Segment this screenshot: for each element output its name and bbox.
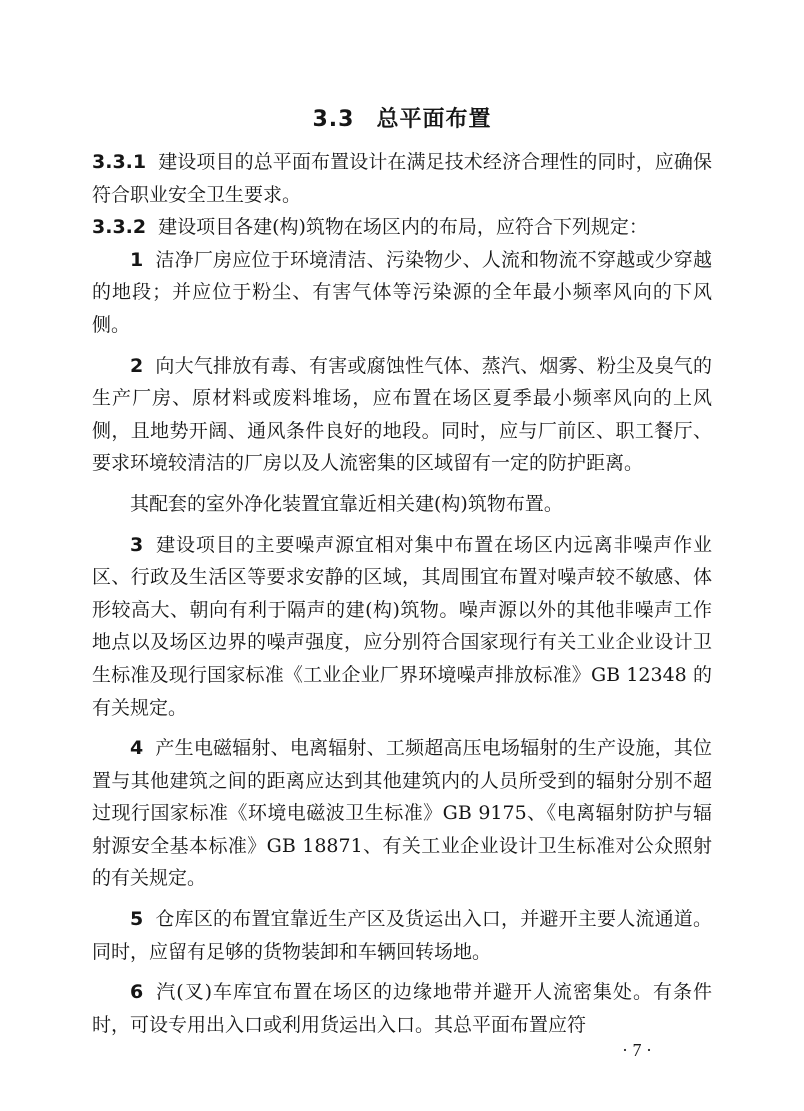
list-item-5 xyxy=(92,903,712,968)
item-text: 建设项目的主要噪声源宜相对集中布置在场区内远离非噪声作业区、行政及生活区等要求安静的区域，其周围宜布置对噪声较不敏感、体形较高大、朝向有利于隔声的建(构)筑物。噪声源以外的其他非噪声工作地点以及场区边界的噪声强度，应分别符合国家现行有关工业企业设计卫生标准及现行国家标准《工业企业厂界环境噪声排放标准》GB 12348 的有关规定。 xyxy=(92,533,712,719)
item-text: 洁净厂房应位于环境清洁、污染物少、人流和物流不穿越或少穿越的地段；并应位于粉尘、有害气体等污染源的全年最小频率风向的下风侧。 xyxy=(92,248,712,336)
item-text: 仓库区的布置宜靠近生产区及货运出入口，并避开主要人流通道。同时，应留有足够的货物装卸和车辆回转场地。 xyxy=(92,908,712,963)
clause-text: 建设项目的总平面布置设计在满足技术经济合理性的同时，应确保符合职业安全卫生要求。 xyxy=(92,151,712,206)
list-item-1 xyxy=(92,244,712,342)
item-text: 汽(叉)车库宜布置在场区的边缘地带并避开人流密集处。有条件时，可设专用出入口或利用货运出入口。其总平面布置应符 xyxy=(92,981,712,1036)
page-number: · 7 · xyxy=(622,1040,652,1060)
clause-3-3-1 xyxy=(92,146,712,211)
item-number: 2 xyxy=(130,354,144,377)
item-number: 5 xyxy=(130,908,144,931)
list-item-6 xyxy=(92,976,712,1041)
section-number: 3.3 xyxy=(312,107,355,132)
section-heading xyxy=(0,102,804,133)
item-number: 3 xyxy=(130,533,144,556)
item-number: 4 xyxy=(130,737,144,760)
item-number: 1 xyxy=(130,248,144,271)
document-body xyxy=(92,146,712,1041)
clause-3-3-2 xyxy=(92,211,712,244)
section-title: 总平面布置 xyxy=(376,107,492,132)
item-text: 产生电磁辐射、电离辐射、工频超高压电场辐射的生产设施，其位置与其他建筑之间的距离应达到其他建筑内的人员所受到的辐射分别不超过现行国家标准《环境电磁波卫生标准》GB 9175、《电离辐射防护与辐射源安全基本标准》GB 18871、有关工业企业设计卫生标准对公众照射的有关规定。 xyxy=(92,737,712,890)
clause-text: 建设项目各建(构)筑物在场区内的布局，应符合下列规定： xyxy=(158,216,648,239)
item-text: 其配套的室外净化装置宜靠近相关建(构)筑物布置。 xyxy=(130,492,563,515)
clause-label: 3.3.2 xyxy=(92,216,147,239)
list-item-2 xyxy=(92,350,712,480)
clause-label: 3.3.1 xyxy=(92,151,147,173)
item-text: 向大气排放有毒、有害或腐蚀性气体、蒸汽、烟雾、粉尘及臭气的生产厂房、原材料或废料堆场，应布置在场区夏季最小频率风向的上风侧，且地势开阔、通风条件良好的地段。同时，应与厂前区、职工餐厅、要求环境较清洁的厂房以及人流密集的区域留有一定的防护距离。 xyxy=(92,354,712,475)
list-item-2-note xyxy=(92,488,712,521)
list-item-3 xyxy=(92,529,712,725)
list-item-4 xyxy=(92,732,712,895)
item-number: 6 xyxy=(130,981,144,1004)
